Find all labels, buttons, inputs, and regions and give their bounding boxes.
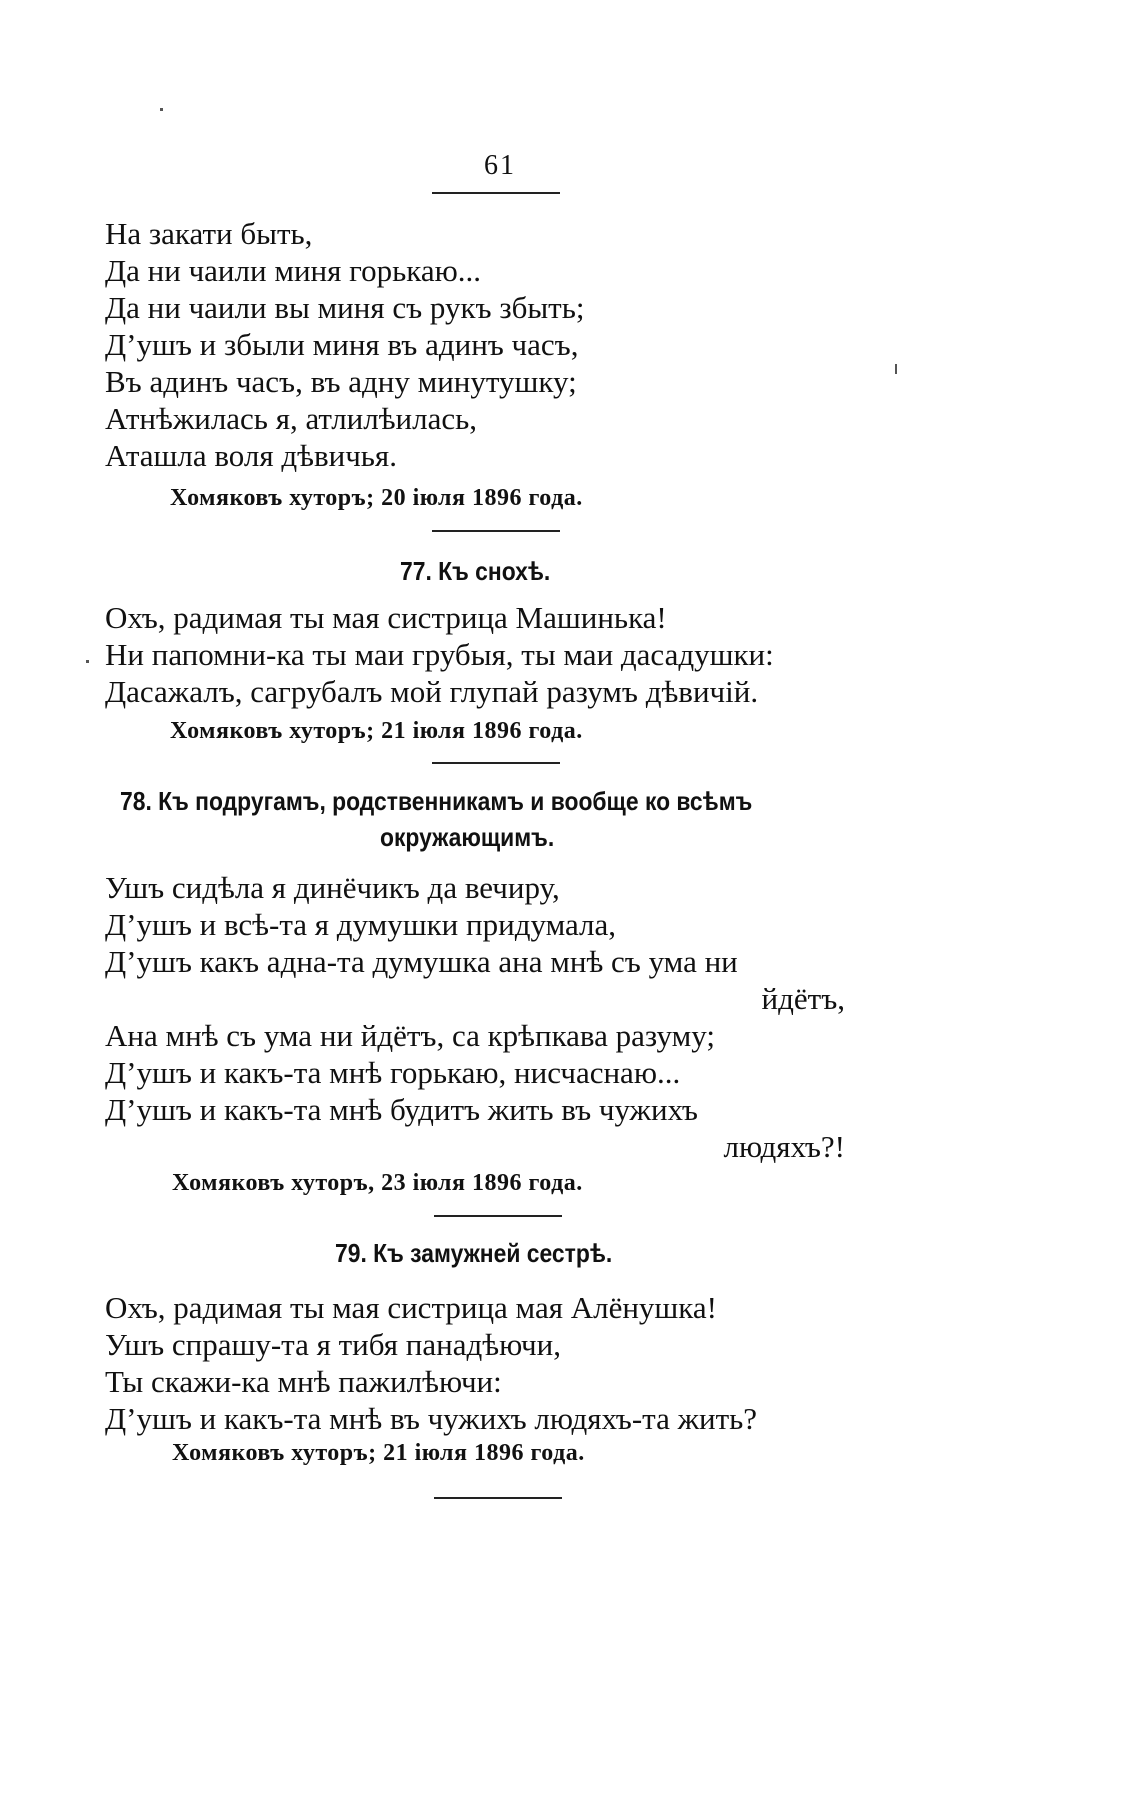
- section-rule: [432, 762, 560, 764]
- verse-line: Д’ушъ и всѣ-та я думушки придумала,: [105, 907, 616, 942]
- poem-title-continuation: окружающимъ.: [380, 822, 555, 852]
- verse-line: Да ни чаили вы миня съ рукъ збыть;: [105, 290, 585, 325]
- verse-line: Ушъ спрашу-та я тибя панадѣючи,: [105, 1327, 561, 1362]
- verse-line: Д’ушъ какъ адна-та думушка ана мнѣ съ ума ни: [105, 944, 738, 979]
- verse-line: На закати быть,: [105, 216, 313, 251]
- verse-line-continuation: йдётъ,: [761, 981, 845, 1016]
- verse-line: Аташла воля дѣвичья.: [105, 438, 397, 473]
- verse-line: Въ адинъ часъ, въ адну минутушку;: [105, 364, 577, 399]
- header-rule: [432, 192, 560, 194]
- date-note: Хомяковъ хуторъ; 21 іюля 1896 года.: [170, 718, 583, 744]
- poem-78-verse: [105, 870, 845, 1166]
- date-note: Хомяковъ хуторъ, 23 іюля 1896 года.: [172, 1170, 583, 1196]
- verse-line: Д’ушъ и какъ-та мнѣ горькаю, нисчаснаю...: [105, 1055, 681, 1090]
- verse-line: Атнѣжилась я, атлилѣилась,: [105, 401, 478, 436]
- verse-line: Охъ, радимая ты мая систрица Машинька!: [105, 600, 667, 635]
- verse-line: Ушъ сидѣла я динёчикъ да вечиру,: [105, 870, 560, 905]
- verse-line: Д’ушъ и какъ-та мнѣ будитъ жить въ чужихъ: [105, 1092, 698, 1127]
- verse-line: Ни папомни-ка ты маи грубыя, ты маи дасадушки:: [105, 637, 774, 672]
- poem-title: 78. Къ подругамъ, родственникамъ и вообще ко всѣмъ: [120, 786, 753, 816]
- verse-line: Ана мнѣ съ ума ни йдётъ, са крѣпкава разуму;: [105, 1018, 715, 1053]
- date-note: Хомяковъ хуторъ; 20 іюля 1896 года.: [170, 485, 583, 511]
- verse-line: Д’ушъ и какъ-та мнѣ въ чужихъ людяхъ-та жить?: [105, 1401, 758, 1436]
- poem-title: 77. Къ снохѣ.: [400, 556, 551, 586]
- date-note: Хомяковъ хуторъ; 21 іюля 1896 года.: [172, 1440, 585, 1466]
- poem-79-verse: [105, 1290, 757, 1438]
- verse-continuation: [105, 216, 584, 475]
- poem-77-verse: [105, 600, 774, 711]
- page-number: 61: [484, 150, 516, 181]
- print-speck: [86, 660, 89, 663]
- poem-title: 79. Къ замужней сестрѣ.: [335, 1238, 613, 1268]
- print-speck: [895, 364, 897, 374]
- section-rule: [434, 1497, 562, 1499]
- verse-line: Ты скажи-ка мнѣ пажилѣючи:: [105, 1364, 502, 1399]
- verse-line: Да ни чаили миня горькаю...: [105, 253, 481, 288]
- print-speck: [160, 108, 163, 111]
- verse-line: Охъ, радимая ты мая систрица мая Алёнушка!: [105, 1290, 717, 1325]
- verse-line: Д’ушъ и збыли миня въ адинъ часъ,: [105, 327, 579, 362]
- verse-line: Дасажалъ, сагрубалъ мой глупай разумъ дѣвичій.: [105, 674, 759, 709]
- section-rule: [434, 1215, 562, 1217]
- section-rule: [432, 530, 560, 532]
- verse-line-continuation: людяхъ?!: [723, 1129, 845, 1164]
